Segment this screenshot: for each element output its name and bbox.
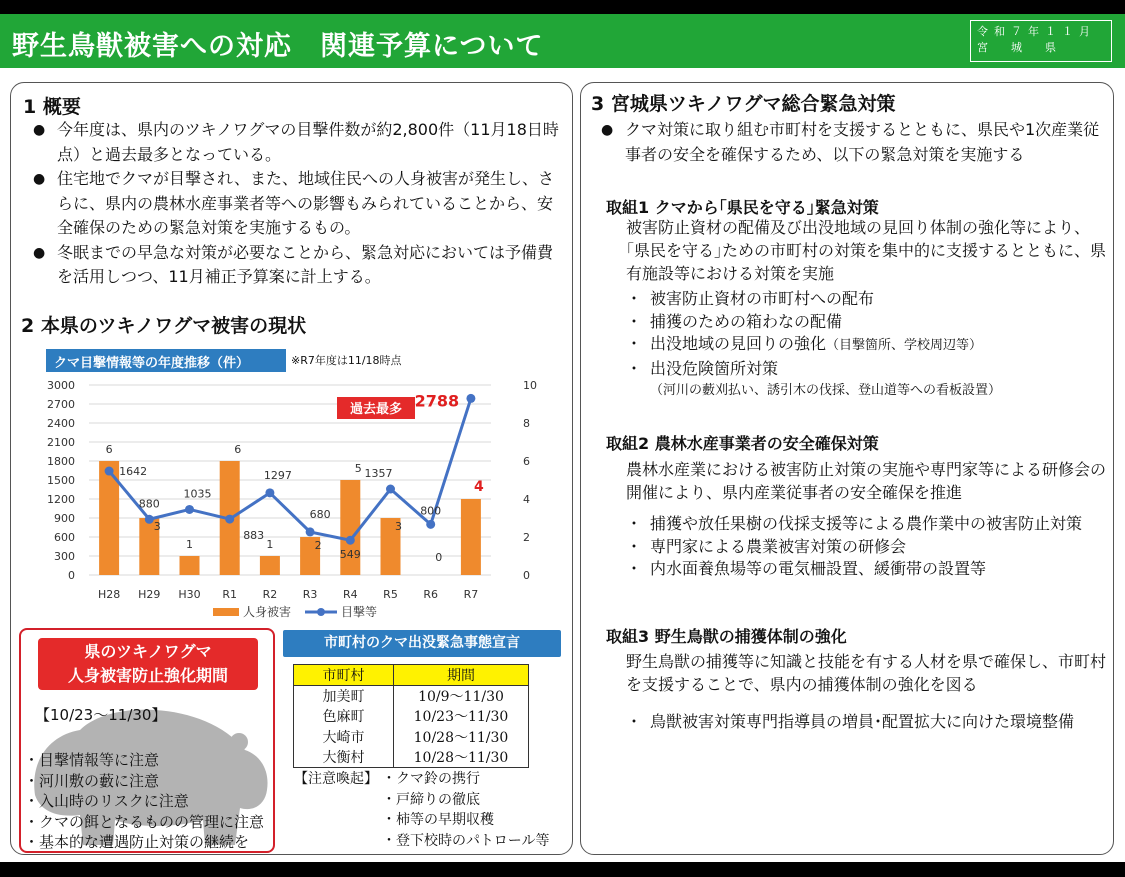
bar-data-label: 6 xyxy=(234,443,242,456)
intro-bullet: ● クマ対策に取り組む市町村を支援するとともに、県民や1次産業従事者の安全を確保するため、以下の緊急対策を実施する xyxy=(601,118,1106,167)
y-right-tick-label: 10 xyxy=(523,379,537,392)
bar-injury xyxy=(461,499,481,575)
measure-3-text: 野生鳥獣の捕獲等に知識と技能を有する人材を県で確保し、市町村を支援することで、県内の捕獲体制の強化を図る xyxy=(626,652,1107,694)
line-data-label: 1357 xyxy=(364,467,393,481)
x-tick-label: R7 xyxy=(463,588,479,601)
measure-item: ・ 出没危険箇所対策 xyxy=(626,358,1106,381)
x-tick-label: R1 xyxy=(222,588,238,601)
y-left-tick-label: 1200 xyxy=(47,493,75,506)
bar-data-label: 4 xyxy=(474,479,484,495)
bar-data-label: 6 xyxy=(105,443,113,456)
measure-3-list xyxy=(626,711,1106,734)
measure-item-sub: （河川の藪刈払い、誘引木の伐採、登山道等への看板設置） xyxy=(650,383,1002,398)
sighting-chart xyxy=(11,373,566,623)
measure-item: ・ 被害防止資材の市町村への配布 xyxy=(626,288,1106,311)
section-2-title: 2 本県のツキノワグマ被害の現状 xyxy=(21,315,307,337)
line-data-label: 2788 xyxy=(414,391,460,411)
period-cell: 10/23～11/30 xyxy=(394,706,529,727)
period-heading-line2: 人身被害防止強化期間 xyxy=(67,666,228,685)
section-3-intro xyxy=(601,118,1106,167)
x-tick-label: R6 xyxy=(423,588,439,601)
period-list xyxy=(24,750,264,853)
y-right-tick-label: 8 xyxy=(523,417,530,430)
col-header-period: 期間 xyxy=(394,665,529,686)
y-left-tick-label: 1800 xyxy=(47,455,75,468)
period-heading-line1: 県のツキノワグマ xyxy=(84,642,212,661)
measure-item: ・ 捕獲や放任果樹の伐採支援等による農作業中の被害防止対策 xyxy=(626,513,1106,536)
measure-item: ・ 内水面養魚場等の電気柵設置、緩衝帯の設置等 xyxy=(626,558,1106,581)
y-left-tick-label: 300 xyxy=(54,550,75,563)
section-1-bullets xyxy=(33,118,563,290)
date-text: 令和７年１１月 xyxy=(977,25,1096,38)
measure-2-list xyxy=(626,513,1106,581)
x-tick-label: R2 xyxy=(262,588,278,601)
left-panel xyxy=(10,82,573,855)
y-left-tick-label: 0 xyxy=(68,569,75,582)
y-right-tick-label: 0 xyxy=(523,569,530,582)
measure-2-text: 農林水産業における被害防止対策の実施や専門家等による研修会の開催により、県内産業従事者の安全確保を推進 xyxy=(626,460,1107,502)
page-title: 野生鳥獣被害への対応 関連予算について xyxy=(12,31,544,62)
bar-data-label: 1 xyxy=(266,538,274,551)
org-text: 宮 城 県 xyxy=(977,41,1062,54)
summary-bullet: ● 住宅地でクマが目撃され、また、地域住民への人身被害が発生し、さらに、県内の農林水産事業者等への影響もみられていることから、安全確保のための緊急対策を実施するもの。 xyxy=(33,167,563,241)
declaration-table xyxy=(293,664,529,768)
table-row xyxy=(294,747,529,768)
y-right-tick-label: 6 xyxy=(523,455,530,468)
caution-item: ・登下校時のパトロール等 xyxy=(382,832,550,849)
line-data-label: 883 xyxy=(243,529,265,543)
municipality-cell: 大衡村 xyxy=(294,747,394,768)
point-sightings xyxy=(346,536,355,545)
measure-3-title: 取組3 野生鳥獣の捕獲体制の強化 xyxy=(606,627,847,646)
period-item: ・基本的な遭遇防止対策の継続を xyxy=(24,833,250,851)
section-1-title: 1 概要 xyxy=(23,96,81,118)
period-cell: 10/28～11/30 xyxy=(394,747,529,768)
measure-item-note: （目撃箇所、学校周辺等） xyxy=(826,338,983,353)
period-cell: 10/9～11/30 xyxy=(394,686,529,707)
declaration-tag: 市町村のクマ出没緊急事態宣言 xyxy=(283,630,561,657)
y-right-tick-label: 4 xyxy=(523,493,530,506)
period-item: ・クマの餌となるものの管理に注意 xyxy=(24,812,265,831)
point-sightings xyxy=(105,467,114,476)
bar-data-label: 3 xyxy=(395,520,402,533)
summary-bullet: ● 冬眠までの早急な対策が必要なことから、緊急対応においては予備費を活用しつつ、11月補正予算案に計上する。 xyxy=(33,241,563,290)
section-3-title: 3 宮城県ツキノワグマ総合緊急対策 xyxy=(591,93,896,115)
x-tick-label: R4 xyxy=(342,588,358,601)
bar-data-label: 2 xyxy=(314,539,322,552)
page xyxy=(0,14,1125,862)
y-left-tick-label: 600 xyxy=(54,531,75,544)
table-row xyxy=(294,706,529,727)
point-sightings xyxy=(426,520,435,529)
chart-title-tag: クマ目撃情報等の年度推移（件） xyxy=(46,349,286,372)
period-item: ・目撃情報等に注意 xyxy=(24,751,160,769)
caution-items xyxy=(382,769,549,851)
annotation-label: 過去最多 xyxy=(349,402,403,417)
bar-data-label: 1 xyxy=(186,538,193,551)
y-left-tick-label: 1500 xyxy=(47,474,75,487)
caution-label: 【注意喚起】 xyxy=(294,771,378,787)
y-left-tick-label: 900 xyxy=(54,512,75,525)
municipality-cell: 大崎市 xyxy=(294,727,394,748)
summary-bullet: ● 今年度は、県内のツキノワグマの目撃件数が約2,800件（11月18日時点）と過去最多となっている。 xyxy=(33,118,563,167)
period-range: 【10/23～11/30】 xyxy=(35,706,167,724)
x-tick-label: H28 xyxy=(97,588,121,601)
measure-1-text: 被害防止資材の配備及び出没地域の見回り体制の強化等により、｢県民を守る｣ための市町村の対策を集中的に支援するとともに、県有施設等における対策を実施 xyxy=(626,218,1107,283)
legend-marker-sightings xyxy=(317,608,325,616)
chart-note: ※R7年度は11/18時点 xyxy=(291,354,402,367)
measure-2-title: 取組2 農林水産事業者の安全確保対策 xyxy=(606,434,879,453)
bar-data-label: 5 xyxy=(354,462,362,475)
line-data-label: 680 xyxy=(309,507,331,521)
line-data-label: 800 xyxy=(420,504,442,518)
measure-1-list xyxy=(626,288,1106,403)
point-sightings xyxy=(265,488,274,497)
municipality-cell: 加美町 xyxy=(294,686,394,707)
line-data-label: 880 xyxy=(138,497,160,511)
measure-item: ・ 鳥獣被害対策専門指導員の増員･配置拡大に向けた環境整備 xyxy=(626,711,1106,734)
y-right-tick-label: 2 xyxy=(523,531,530,544)
bar-injury xyxy=(180,556,200,575)
y-left-tick-label: 2100 xyxy=(47,436,75,449)
col-header-municipality: 市町村 xyxy=(294,665,394,686)
caution-item: ・柿等の早期収穫 xyxy=(382,812,494,828)
line-data-label: 1297 xyxy=(263,468,292,482)
x-tick-label: H30 xyxy=(178,588,201,601)
municipality-cell: 色麻町 xyxy=(294,706,394,727)
caution-item: ・戸締りの徹底 xyxy=(382,791,480,808)
header-bar xyxy=(0,14,1125,68)
point-sightings xyxy=(185,505,194,514)
measure-item: ・ 捕獲のための箱わなの配備 xyxy=(626,311,1106,334)
measure-item-text: 出没地域の見回りの強化 xyxy=(650,334,827,353)
table-row xyxy=(294,727,529,748)
bar-data-label: 3 xyxy=(153,520,161,533)
point-sightings xyxy=(225,515,234,524)
table-row xyxy=(294,686,529,707)
legend-label-sightings: 目撃等 xyxy=(341,605,378,619)
legend-swatch-injury xyxy=(213,608,239,616)
right-panel xyxy=(580,82,1114,855)
measure-1-title: 取組1 クマから｢県民を守る｣緊急対策 xyxy=(606,198,879,217)
measure-item xyxy=(626,333,1106,358)
protection-period-box xyxy=(19,628,275,853)
declaration-header-row xyxy=(294,665,529,686)
line-data-label: 1642 xyxy=(119,465,148,479)
y-left-tick-label: 2700 xyxy=(47,398,75,411)
point-sightings xyxy=(386,485,395,494)
point-sightings xyxy=(145,515,154,524)
measure-item: ・ 専門家による農業被害対策の研修会 xyxy=(626,536,1106,559)
bar-data-label: 0 xyxy=(435,551,443,564)
point-sightings xyxy=(306,527,315,536)
bar-injury xyxy=(260,556,280,575)
period-item: ・入山時のリスクに注意 xyxy=(24,792,189,810)
y-left-tick-label: 2400 xyxy=(47,417,75,430)
line-data-label: 549 xyxy=(339,548,361,562)
legend-label-injury: 人身被害 xyxy=(243,605,292,619)
x-tick-label: R5 xyxy=(383,588,398,601)
caution-item: ・クマ鈴の携行 xyxy=(382,771,480,787)
x-tick-label: H29 xyxy=(138,588,161,601)
period-heading xyxy=(38,638,258,690)
x-tick-label: R3 xyxy=(302,588,318,601)
period-item: ・河川敷の藪に注意 xyxy=(24,771,160,790)
line-data-label: 1035 xyxy=(183,487,212,501)
period-cell: 10/28～11/30 xyxy=(394,727,529,748)
date-box xyxy=(970,20,1112,62)
y-left-tick-label: 3000 xyxy=(47,379,75,392)
point-sightings xyxy=(466,394,475,403)
